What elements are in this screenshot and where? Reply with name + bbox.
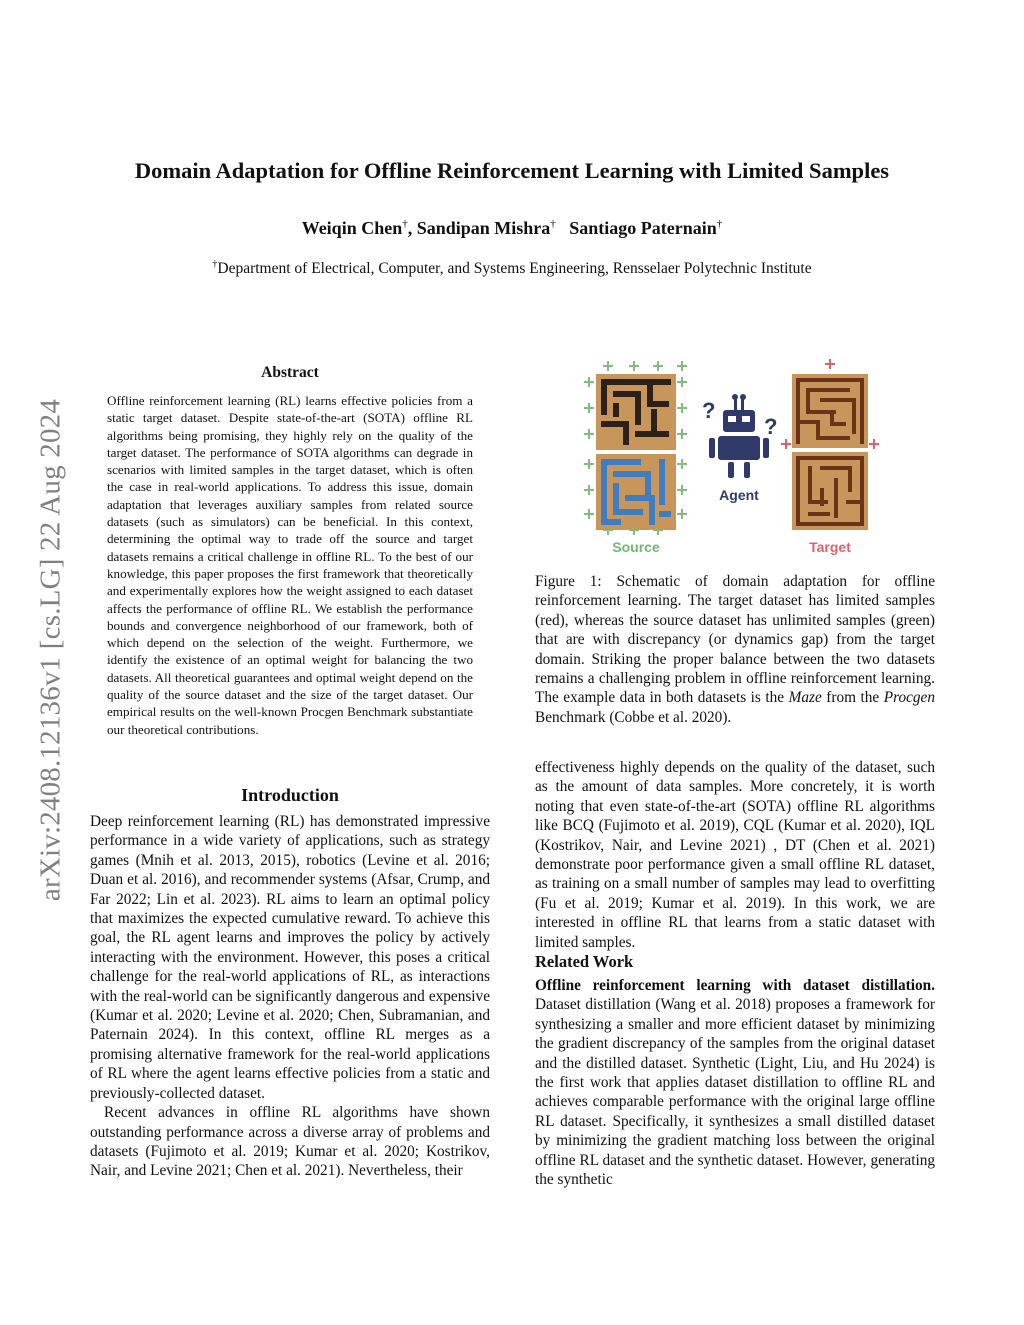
affiliation	[0, 259, 1024, 278]
agent-label: Agent	[719, 487, 759, 503]
question-mark-left: ?	[702, 398, 716, 423]
source-maze-bottom	[596, 454, 676, 530]
related-work-heading: Related Work	[535, 952, 634, 971]
abstract-text: Offline reinforcement learning (RL) learns effective policies from a static target dataset. Despite state-of-the-art (SOTA) offline RL algorithms being promising, they highly rely on the quality of the target dataset. The performance of SOTA algorithms can degrade in scenarios with limited samples in the target dataset, which is often the case in real-world applications. To address this issue, domain adaptation that leverages auxiliary samples from related source datasets (such as simulators) can be beneficial. In this context, determining the optimal way to trade off the source and target datasets remains a critical challenge in offline RL. To the best of our knowledge, this paper proposes the first framework that theoretically and experimentally explores how the weight assigned to each dataset affects the performance of offline RL. We establish the performance bounds and convergence neighborhood of our framework, both of which depend on the selection of the weight. Furthermore, we identify the existence of an optimal weight for balancing the two datasets. All theoretical guarantees and optimal weight depend on the quality of the source dataset and the size of the target dataset. Our empirical results on the well-known Procgen Benchmark substantiate our theoretical contributions.	[107, 393, 473, 737]
figure-1	[578, 352, 898, 562]
figure-caption	[535, 572, 935, 727]
author-name: Santiago Paternain	[569, 218, 717, 238]
target-maze-bottom	[792, 452, 868, 530]
author-list	[0, 218, 1024, 239]
related-work-lead: Offline reinforcement learning with dataset distillation.	[535, 977, 935, 994]
affiliation-text: Department of Electrical, Computer, and Systems Engineering, Rensselaer Polytechnic Institute	[217, 260, 812, 278]
intro-paragraph-1: Deep reinforcement learning (RL) has demonstrated impressive performance in a wide variety of applications, such as strategy games (Mnih et al. 2013, 2015), robotics (Levine et al. 2016; Duan et al. 2016), and recommender systems (Afsar, Crump, and Far 2022; Lin et al. 2023). RL aims to learn an optimal policy that maximizes the expected cumulative reward. To achieve this goal, the RL agent learns and improves the policy by actively interacting with the environment. However, this poses a critical challenge for the real-world applications of RL, as interactions with the real-world can be significantly dangerous and expensive (Kumar et al. 2020; Levine et al. 2020; Chen, Subramanian, and Paternain 2024). In this context, offline RL merges as a promising alternative framework for the real-world applications of RL where the agent learns effective policies from a static and previously-collected dataset.	[90, 813, 490, 1102]
caption-procgen: Procgen	[883, 689, 935, 707]
paper-title: Domain Adaptation for Offline Reinforcement Learning with Limited Samples	[134, 158, 890, 183]
caption-text: Benchmark (Cobbe et al. 2020).	[535, 708, 732, 726]
agent-robot-icon	[709, 394, 769, 478]
introduction-heading: Introduction	[241, 785, 339, 805]
source-maze-top	[596, 374, 676, 450]
arxiv-sidebar	[28, 350, 74, 950]
author-name: Weiqin Chen	[301, 218, 403, 238]
caption-maze: Maze	[788, 689, 822, 707]
arxiv-identifier: arXiv:2408.12136v1 [cs.LG] 22 Aug 2024	[34, 398, 67, 902]
target-label: Target	[809, 539, 851, 555]
author-mark: †	[550, 218, 556, 230]
introduction-left-column	[90, 812, 490, 1181]
author-separator	[556, 218, 565, 238]
intro-paragraph-3: effectiveness highly depends on the quality of the dataset, such as the amount of data samples. More concretely, it is worth noting that even state-of-the-art (SOTA) offline RL algorithms like BCQ (Fujimoto et al. 2019), CQL (Kumar et al. 2020), IQL (Kostrikov, Nair, and Levine 2021) , DT (Chen et al. 2021) demonstrate poor performance given a small offline RL dataset, as training on a small number of samples may lead to overfitting (Fu et al. 2019; Kumar et al. 2019). In this work, we are interested in offline RL that learns from a static dataset with limited samples.	[535, 759, 935, 951]
related-work-text: Dataset distillation (Wang et al. 2018) proposes a framework for synthesizing a smaller and more efficient dataset by minimizing the gradient discrepancy of the samples from the original dataset and the distilled dataset. Synthetic (Light, Liu, and Hu 2024) is the first work that applies dataset distillation to offline RL and achieves comparable performance with the original large offline RL dataset. Specifically, it synthesizes a small distilled dataset by minimizing the gradient matching loss between the original offline RL dataset and the synthetic dataset. However, generating the synthetic	[535, 996, 935, 1189]
author-mark: †	[716, 218, 723, 230]
related-work-paragraph	[535, 976, 935, 1189]
affiliation-mark: †	[212, 259, 218, 270]
abstract-heading: Abstract	[261, 364, 319, 381]
schematic-figure	[578, 352, 898, 562]
caption-text: Figure 1: Schematic of domain adaptation for offline reinforcement learning. The target dataset has limited samples (red), whereas the source dataset has unlimited samples (green) that are with discrepancy (or dynamics gap) from the target domain. Striking the proper balance between the two datasets remains a challenging problem in offline reinforcement learning. The example data in both datasets is the	[535, 573, 935, 707]
target-maze-top	[792, 374, 868, 448]
author-mark: †	[402, 218, 408, 230]
intro-paragraph-2: Recent advances in offline RL algorithms have shown outstanding performance across a diverse array of problems and datasets (Fujimoto et al. 2019; Kumar et al. 2020; Kostrikov, Nair, and Levine 2021; Chen et al. 2021). Nevertheless, their	[90, 1104, 490, 1180]
related-work-section	[535, 976, 935, 1189]
introduction-right-column	[535, 758, 935, 952]
question-mark-right: ?	[764, 414, 778, 439]
author-name: Sandipan Mishra	[416, 218, 551, 238]
caption-text: from the	[821, 689, 884, 707]
source-label: Source	[612, 539, 660, 555]
author-separator: ,	[407, 218, 417, 238]
